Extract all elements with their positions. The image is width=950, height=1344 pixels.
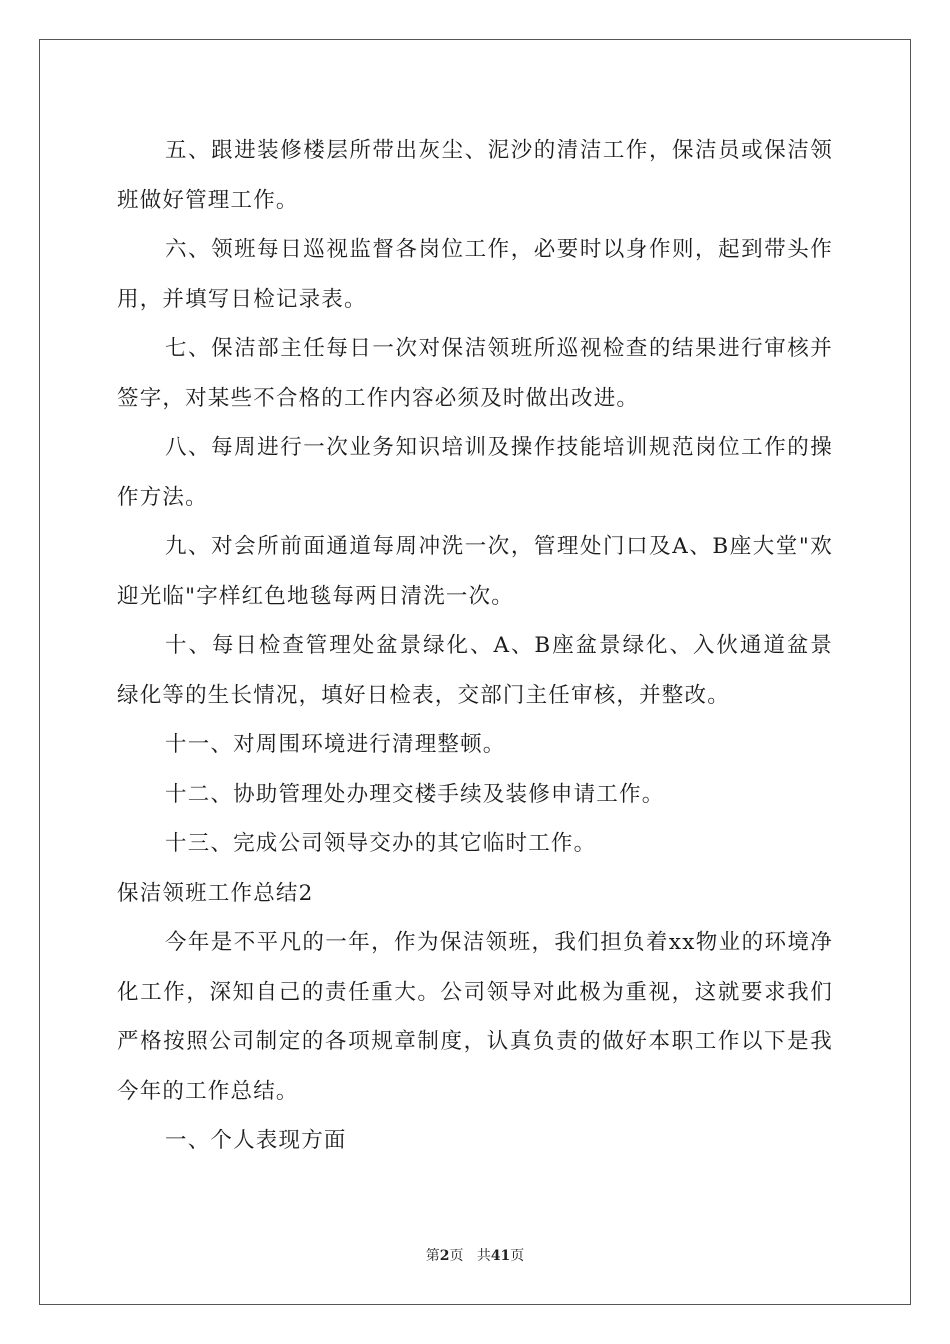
paragraph-7: 七、保洁部主任每日一次对保洁领班所巡视检查的结果进行审核并签字，对某些不合格的工作内容必须及时做出改进。 [117, 336, 833, 411]
footer-total-prefix: 共 [476, 1248, 491, 1264]
paragraph-6: 六、领班每日巡视监督各岗位工作，必要时以身作则，起到带头作用，并填写日检记录表。 [117, 237, 833, 312]
paragraph-12: 十二、协助管理处办理交楼手续及装修申请工作。 [165, 781, 665, 807]
summary-intro-paragraph: 今年是不平凡的一年，作为保洁领班，我们担负着xx物业的环境净化工作，深知自己的责任重大。公司领导对此极为重视，这就要求我们严格按照公司制定的各项规章制度，认真负责的做好本职工作以下是我今年的工作总结。 [117, 930, 833, 1104]
footer-prefix: 第 [425, 1248, 440, 1264]
document-body [117, 126, 833, 1166]
paragraph-13: 十三、完成公司领导交办的其它临时工作。 [165, 831, 597, 856]
paragraph-5: 五、跟进装修楼层所带出灰尘、泥沙的清洁工作，保洁员或保洁领班做好管理工作。 [117, 138, 833, 213]
paragraph-8: 八、每周进行一次业务知识培训及操作技能培训规范岗位工作的操作方法。 [117, 435, 833, 510]
page-footer [0, 1245, 950, 1265]
total-page-count: 41 [490, 1248, 511, 1264]
paragraph-9: 九、对会所前面通道每周冲洗一次，管理处门口及A、B座大堂"欢迎光临"字样红色地毯每两日清洗一次。 [117, 534, 833, 609]
subsection-heading: 一、个人表现方面 [165, 1128, 347, 1153]
paragraph-10: 十、每日检查管理处盆景绿化、A、B座盆景绿化、入伙通道盆景绿化等的生长情况，填好日检表，交部门主任审核，并整改。 [117, 633, 833, 708]
current-page-number: 2 [439, 1248, 450, 1264]
footer-total-suffix: 页 [510, 1248, 525, 1264]
section-heading: 保洁领班工作总结2 [117, 880, 314, 906]
paragraph-11: 十一、对周围环境进行清理整顿。 [165, 732, 506, 757]
footer-page-suffix: 页 [449, 1248, 464, 1264]
